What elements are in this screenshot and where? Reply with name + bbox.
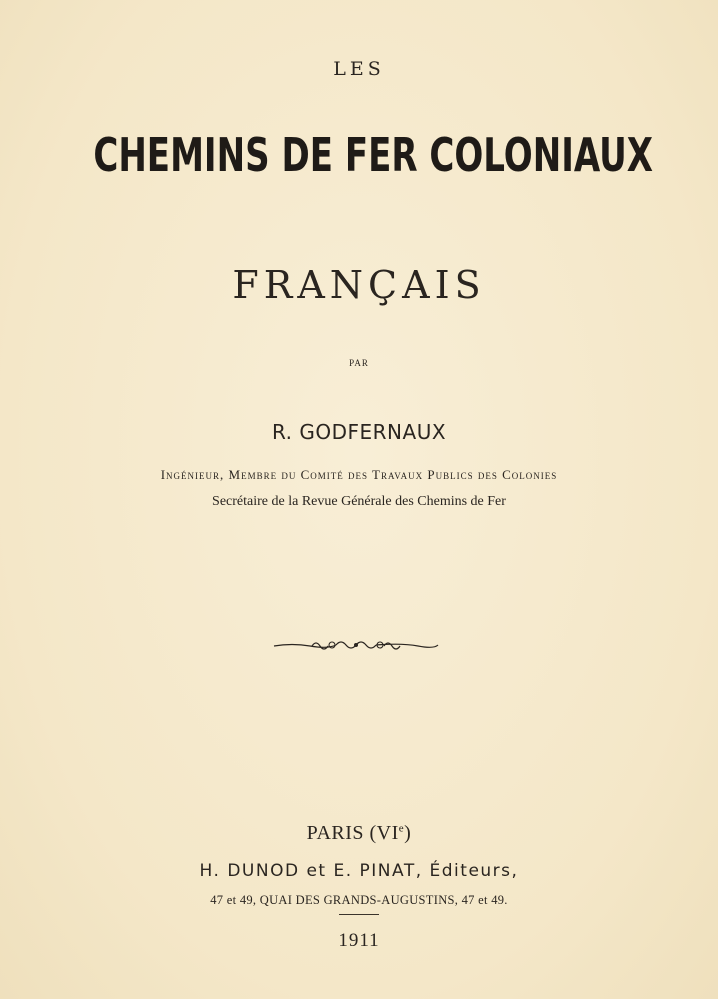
publication-city (0, 822, 718, 845)
city-ordinal: e (398, 822, 405, 835)
city-close: ) (404, 822, 412, 844)
author-name: R. GODFERNAUX (271, 420, 447, 444)
sub-title: FRANÇAIS (232, 263, 486, 307)
divider-rule (339, 914, 379, 915)
publication-year: 1911 (338, 930, 380, 951)
main-title: CHEMINS DE FER COLONIAUX (93, 128, 654, 182)
publisher: H. DUNOD et E. PINAT, Éditeurs, (199, 861, 519, 881)
pre-title: LES (333, 58, 385, 80)
author-role-2: Secrétaire de la Revue Générale des Chemins de Fer (212, 494, 506, 509)
publisher-address: 47 et 49, QUAI DES GRANDS-AUGUSTINS, 47 et 49. (210, 893, 508, 907)
by-label: PAR (349, 358, 369, 368)
ornament-divider-icon (272, 637, 440, 653)
city-text: PARIS (VI (306, 822, 399, 844)
author-role-1: Ingénieur, Membre du Comité des Travaux Publics des Colonies (160, 467, 558, 482)
